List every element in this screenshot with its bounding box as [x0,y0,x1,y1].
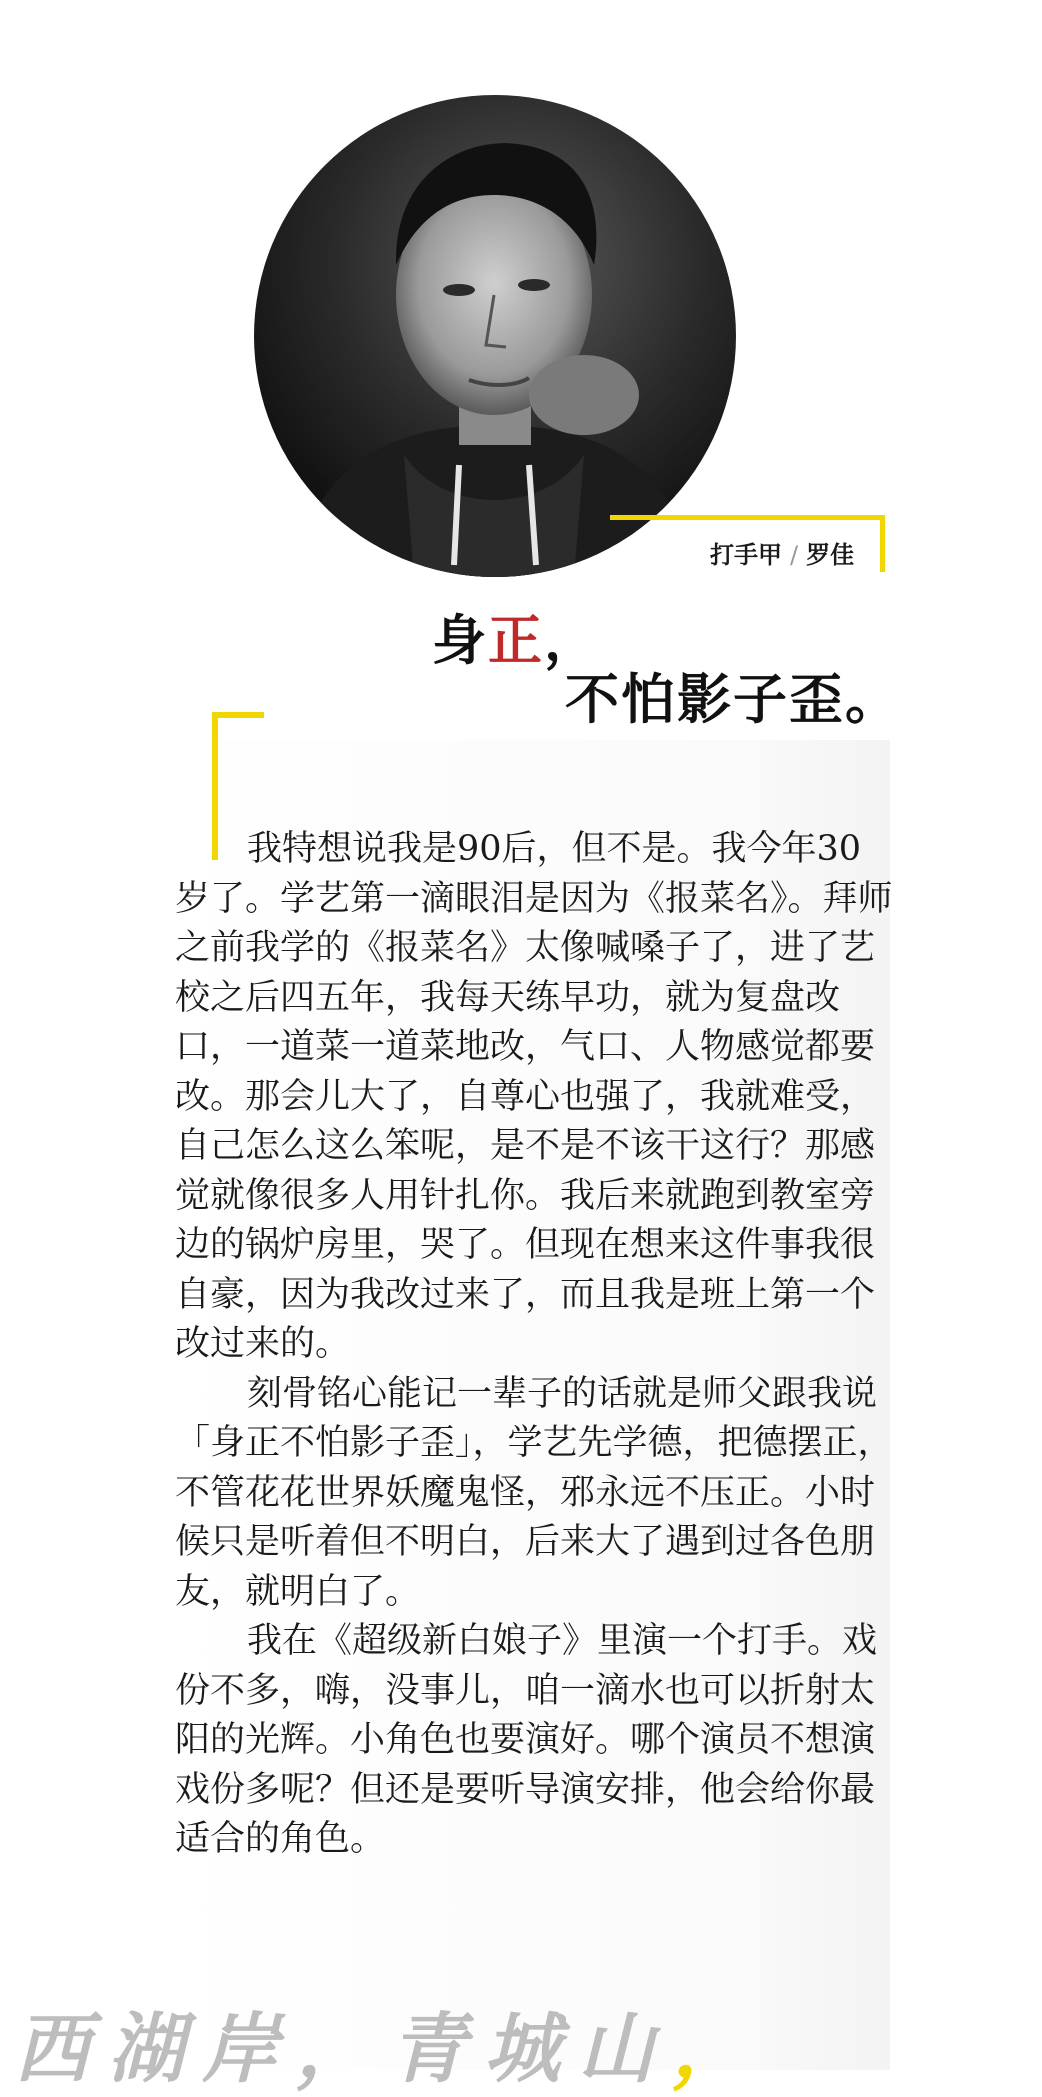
bracket-horizontal [212,712,264,718]
portrait-photo [254,95,736,577]
credit-separator: / [790,541,799,569]
footer-text: 西湖岸，青城山 [14,2004,672,2093]
credit-name: 罗佳 [806,541,855,569]
footer-banner [14,1988,766,2097]
article-body [175,825,895,1865]
title-line-2: 不怕影子歪。 [565,667,901,731]
portrait-illustration [254,95,736,577]
credit-role: 打手甲 [710,541,782,569]
paragraph-1: 我特想说我是90后，但不是。我今年30岁了。学艺第一滴眼泪是因为《报菜名》。拜师之前我学的《报菜名》太像喊嗓子了，进了艺校之后四五年，我每天练早功，就为复盘改口，一道菜一道菜地改，气口、人物感觉都要改。那会儿大了，自尊心也强了，我就难受，自己怎么这么笨呢，是不是不该干这行？那感觉就像很多人用针扎你。我后来就跑到教室旁边的锅炉房里，哭了。但现在想来这件事我很自豪，因为我改过来了，而且我是班上第一个改过来的。 [175,829,893,1364]
credit-caption [710,535,854,571]
footer-comma: ， [672,2004,766,2093]
title-comma: ， [544,608,600,672]
title-char-1: 身 [432,608,488,672]
title-highlight: 正 [488,608,544,672]
paragraph-3: 我在《超级新白娘子》里演一个打手。戏份不多，嗨，没事儿，咱一滴水也可以折射太阳的光辉。小角色也要演好。哪个演员不想演戏份多呢？但还是要听导演安排，他会给你最适合的角色。 [175,1621,878,1859]
paragraph-2: 刻骨铭心能记一辈子的话就是师父跟我说「身正不怕影子歪」，学艺先学德，把德摆正，不管花花世界妖魔鬼怪，邪永远不压正。小时候只是听着但不明白，后来大了遇到过各色朋友，就明白了。 [175,1373,893,1612]
